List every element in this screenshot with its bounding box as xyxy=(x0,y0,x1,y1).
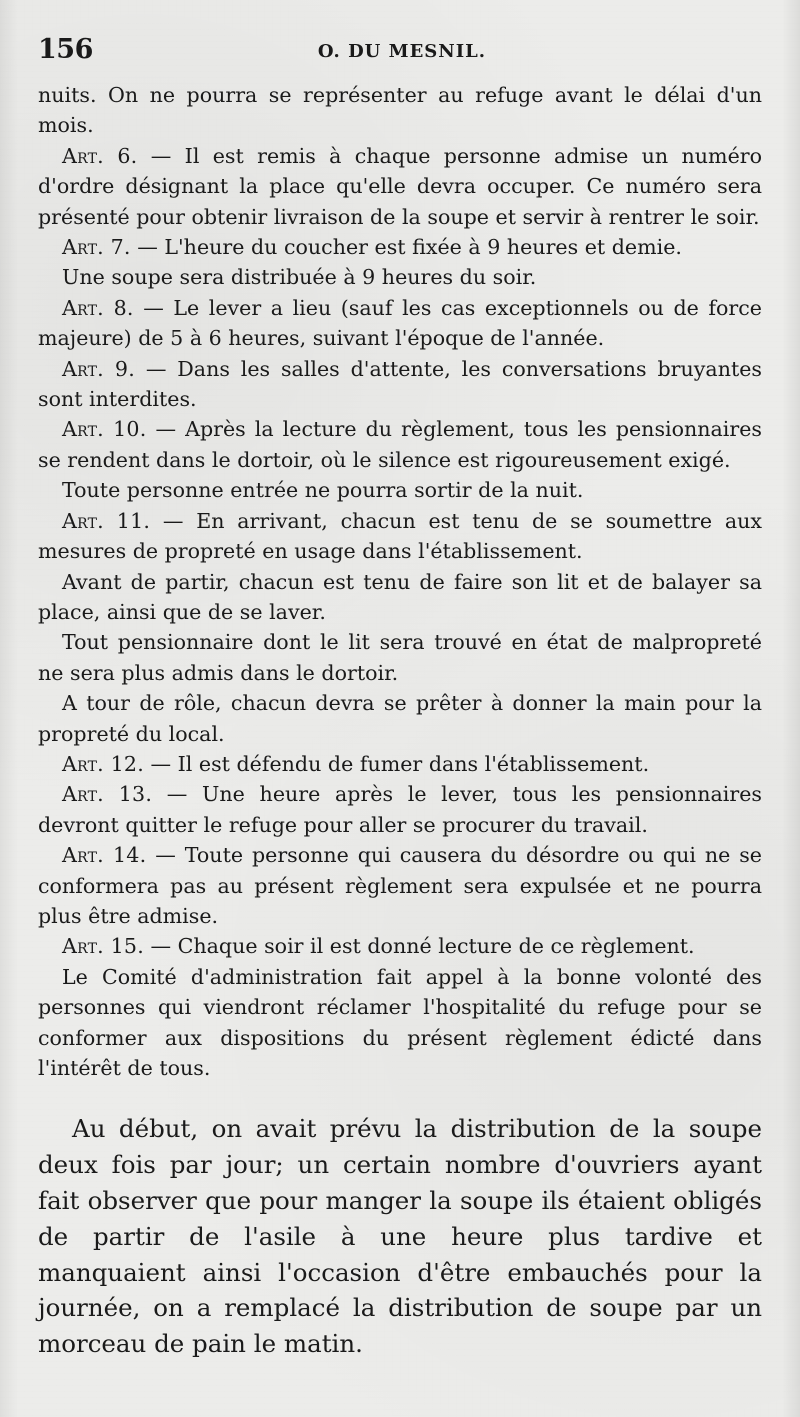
regulation-text xyxy=(38,80,762,1083)
article-paragraph xyxy=(38,293,762,354)
article-paragraph xyxy=(38,779,762,840)
article-paragraph xyxy=(38,931,762,961)
closing-rule-paragraph xyxy=(38,962,762,1084)
article-label: Art. 10. xyxy=(62,417,147,442)
article-paragraph xyxy=(38,414,762,475)
rule-paragraph xyxy=(38,688,762,749)
article-text: — Toute personne qui causera du désordre ou qui ne se conformera pas au présent règlement sera expulsée et ne pourra plus être admise. xyxy=(38,843,762,928)
running-head: O. DU MESNIL. xyxy=(317,41,487,62)
paragraph-text: Le Comité d'administration fait appel à la bonne volonté des personnes qui viendront réclamer l'hospitalité du refuge pour se conformer aux dispositions du présent règlement édicté dans l'intérêt de tous. xyxy=(38,964,762,1080)
paragraph-text: nuits. On ne pourra se représenter au refuge avant le délai d'un mois. xyxy=(38,83,762,138)
paragraph-text: Toute personne entrée ne pourra sortir de la nuit. xyxy=(62,478,584,503)
article-label: Art. 13. xyxy=(62,782,153,807)
rule-paragraph xyxy=(38,627,762,688)
article-label: Art. 15. xyxy=(62,934,144,959)
article-text: — Après la lecture du règlement, tous les pensionnaires se rendent dans le dortoir, où le silence est rigoureusement exigé. xyxy=(38,417,762,472)
article-paragraph xyxy=(38,506,762,567)
article-text: — En arrivant, chacun est tenu de se soumettre aux mesures de propreté en usage dans l'établissement. xyxy=(38,508,762,564)
article-paragraph xyxy=(38,749,762,779)
continuation-paragraph xyxy=(38,80,762,141)
article-text: — L'heure du coucher est fixée à 9 heures et demie. xyxy=(130,235,682,260)
article-text: — Le lever a lieu (sauf les cas exceptionnels ou de force majeure) de 5 à 6 heures, suivant l'époque de l'année. xyxy=(38,295,762,351)
article-label: Art. 14. xyxy=(62,843,147,868)
article-label: Art. 12. xyxy=(62,751,144,776)
article-label: Art. 8. xyxy=(62,295,134,320)
page-body xyxy=(38,80,762,1362)
commentary-paragraph: Au début, on avait prévu la distribution de la soupe deux fois par jour; un certain nombre d'ouvriers ayant fait observer que pour manger la soupe ils étaient obligés de partir de l'asile à une heure plus tardive et manquaient ainsi l'occasion d'être embauchés pour la journée, on a remplacé la distribution de soupe par un morceau de pain le matin. xyxy=(38,1114,762,1359)
rule-paragraph xyxy=(38,475,762,505)
rule-paragraph xyxy=(38,262,762,292)
page-number: 156 xyxy=(38,34,93,65)
article-paragraph xyxy=(38,232,762,262)
article-label: Art. 6. xyxy=(62,143,138,168)
rule-paragraph xyxy=(38,567,762,628)
article-text: — Il est défendu de fumer dans l'établissement. xyxy=(143,751,650,776)
article-text: — Dans les salles d'attente, les conversations bruyantes sont interdites. xyxy=(38,356,762,412)
article-paragraph xyxy=(38,141,762,232)
paragraph-text: Une soupe sera distribuée à 9 heures du soir. xyxy=(62,265,537,290)
paragraph-text: A tour de rôle, chacun devra se prêter à donner la main pour la propreté du local. xyxy=(38,691,762,746)
commentary-section xyxy=(38,1111,762,1362)
article-text: — Chaque soir il est donné lecture de ce règlement. xyxy=(143,934,695,959)
paragraph-text: Avant de partir, chacun est tenu de faire son lit et de balayer sa place, ainsi que de se laver. xyxy=(38,569,762,624)
article-paragraph xyxy=(38,354,762,415)
paragraph-text: Tout pensionnaire dont le lit sera trouvé en état de malpropreté ne sera plus admis dans le dortoir. xyxy=(38,630,762,685)
article-text: — Il est remis à chaque personne admise un numéro d'ordre désignant la place qu'elle devra occuper. Ce numéro sera présenté pour obtenir livraison de la soupe et servir à rentrer le soir. xyxy=(38,143,762,229)
article-text: — Une heure après le lever, tous les pensionnaires devront quitter le refuge pour aller se procurer du travail. xyxy=(38,782,762,837)
article-paragraph xyxy=(38,840,762,931)
article-label: Art. 11. xyxy=(62,508,151,533)
page-header xyxy=(38,34,766,74)
article-label: Art. 9. xyxy=(62,356,135,381)
article-label: Art. 7. xyxy=(62,235,131,260)
